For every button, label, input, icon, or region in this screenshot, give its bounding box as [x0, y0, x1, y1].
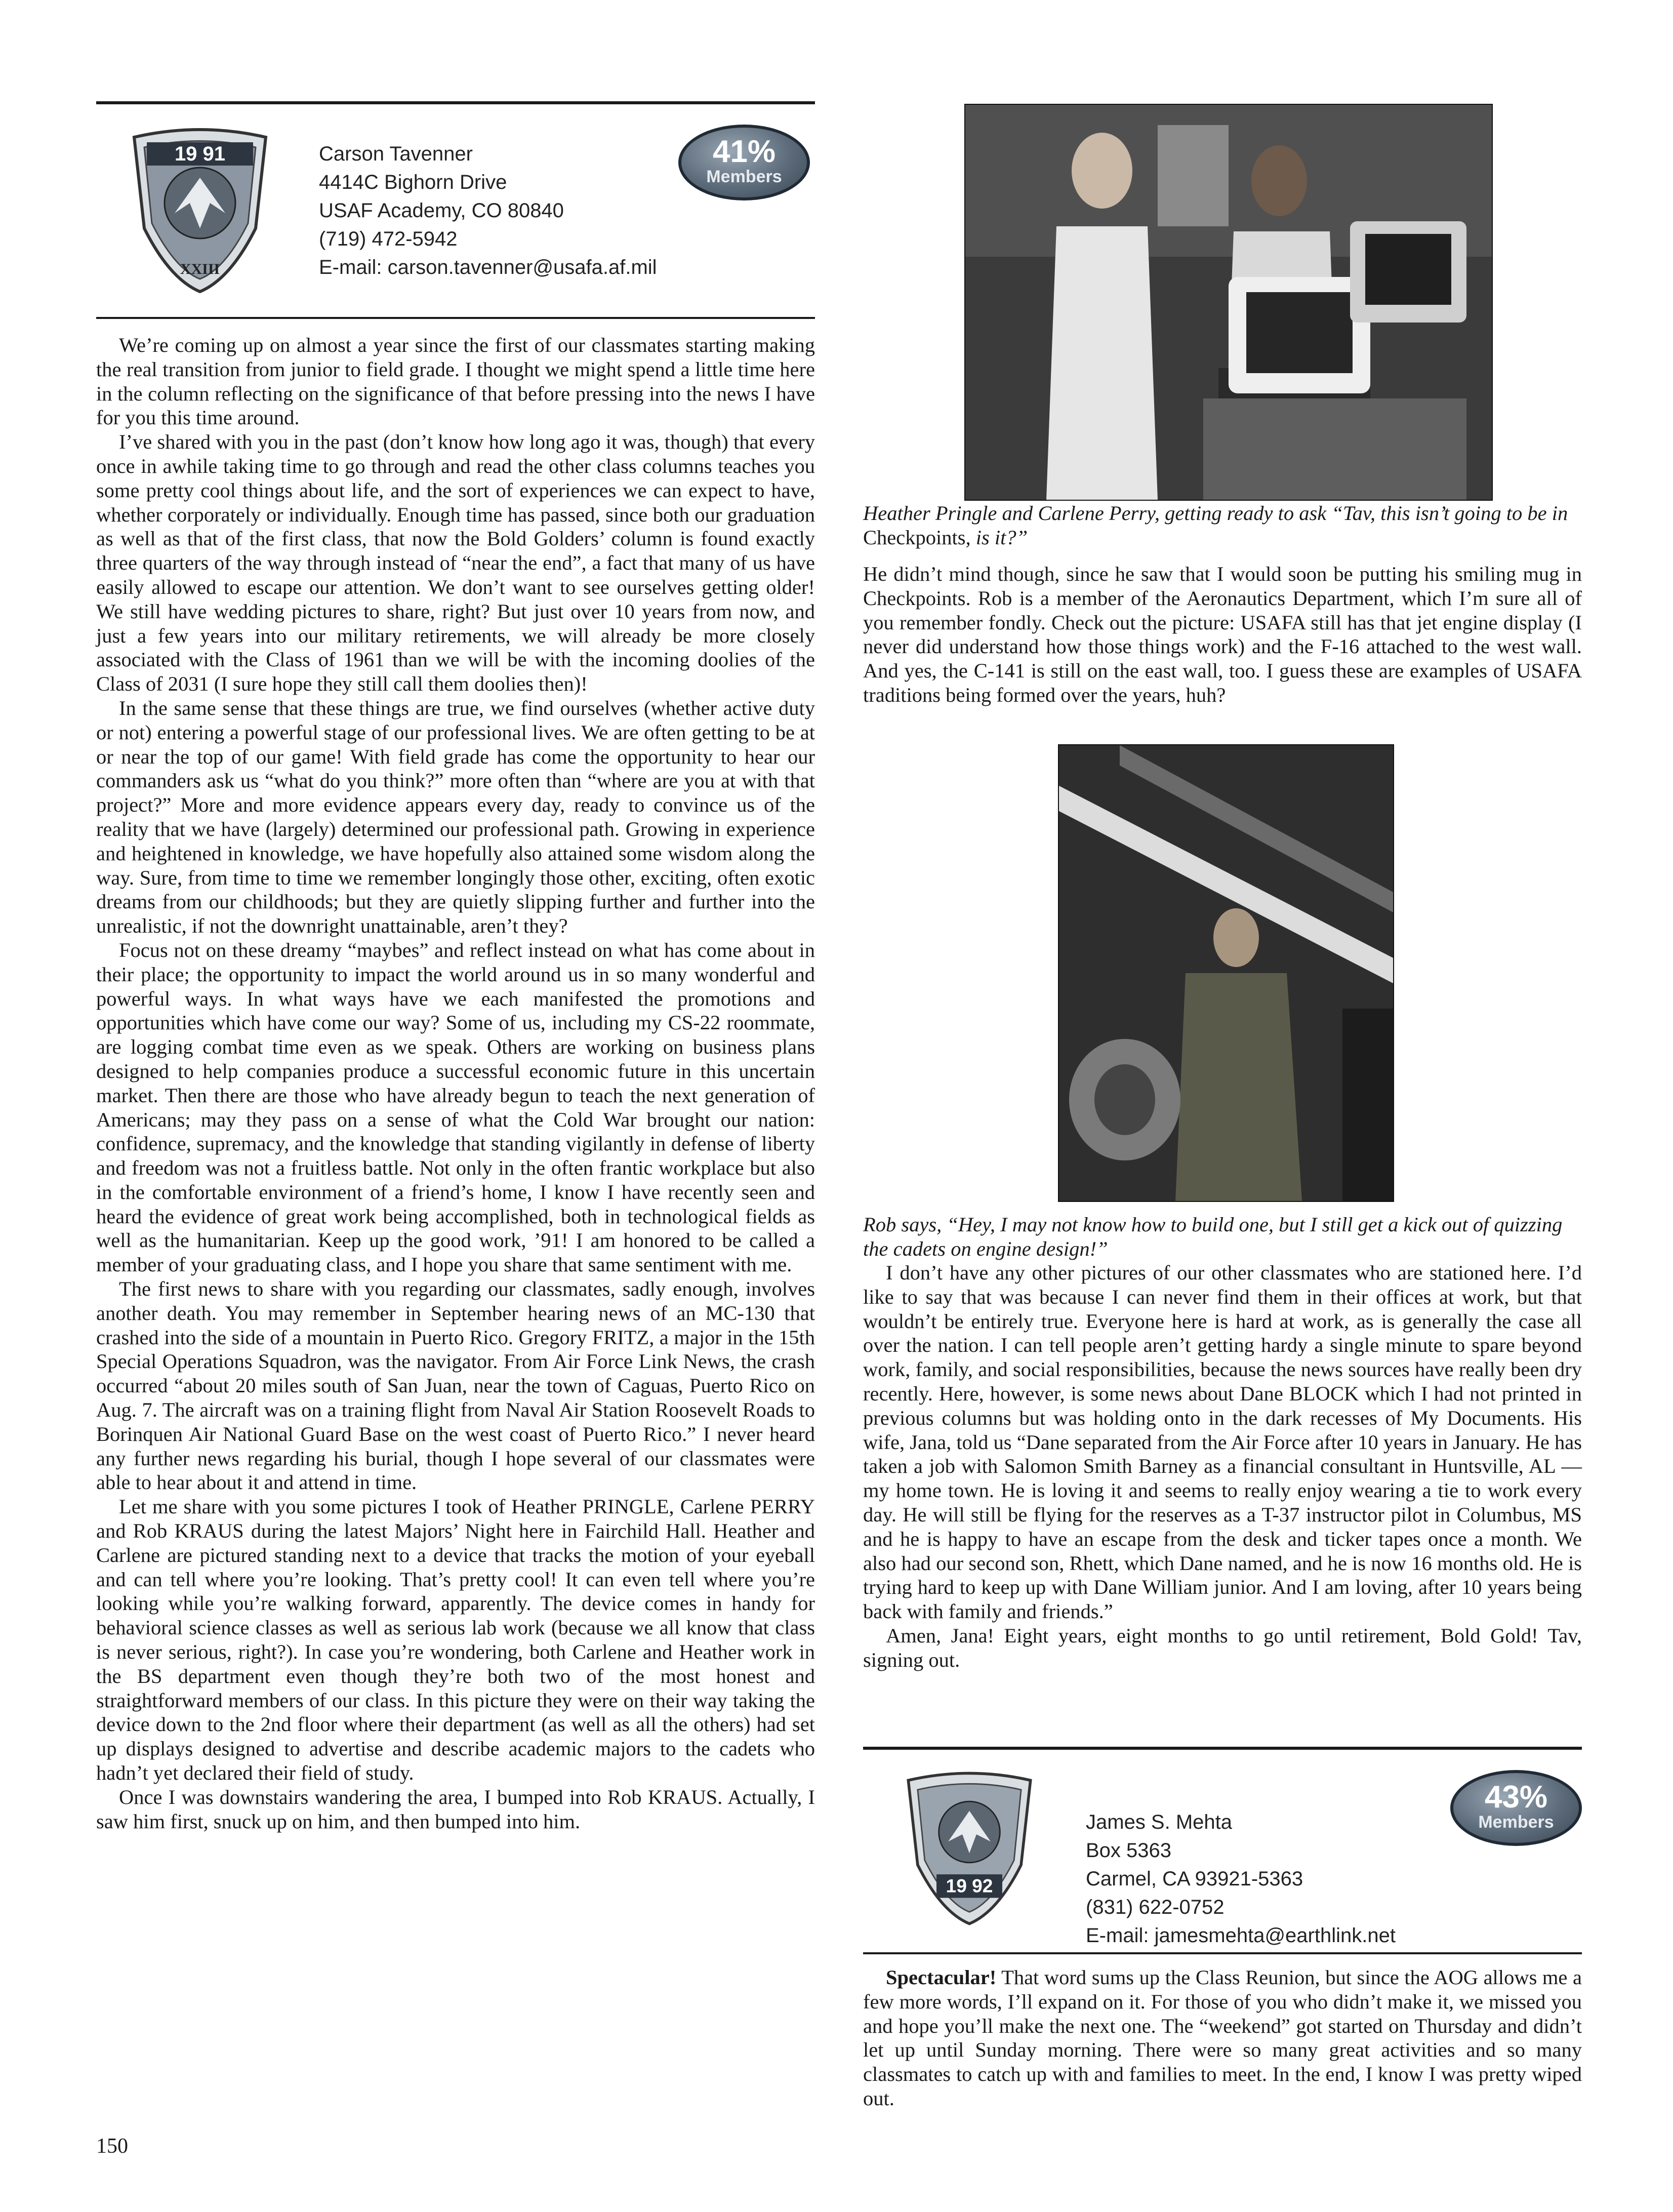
- class-1992-header: [863, 1750, 1582, 1952]
- photo-rob-kraus: [1058, 744, 1394, 1202]
- left-column: [96, 101, 815, 1833]
- crest-year-text: 19 91: [174, 143, 226, 165]
- paragraph: He didn’t mind though, since he saw that I would soon be putting his smiling mug in Checkpoints. Rob is a member of the Aeronautics Department, which I’m sure all of you remember fondly. Check out the picture: USAFA still has that jet engine display (I never did understand how those things work) and the F-16 attached to the west wall. And yes, the C-141 is still on the east wall, too. I guess these are examples of USAFA traditions being formed over the years, huh?: [863, 562, 1582, 706]
- membership-badge-1992: [1450, 1770, 1582, 1846]
- photo-caption-2: Rob says, “Hey, I may not know how to build one, but I still get a kick out of quizzing the cadets on engine design!”: [863, 1213, 1563, 1260]
- membership-label: Members: [706, 167, 782, 186]
- class-1992-crest-icon: [904, 1770, 1035, 1927]
- column-1991-body: [96, 333, 815, 1833]
- scribe-address-line2: Carmel, CA 93921-5363: [1086, 1868, 1303, 1890]
- scribe-phone: (719) 472-5942: [319, 228, 458, 250]
- scribe-address-line2: USAF Academy, CO 80840: [319, 199, 564, 222]
- paragraph: Focus not on these dreamy “maybes” and reflect instead on what has come about in their place; the opportunity to impact the world around us in so many wonderful and powerful ways. In what ways have we each manifested the promotions and opportunities which have come our way? Some of us, including my CS-22 roommate, are logging combat time even as we speak. Others are working on business plans designed to help companies produce a successful economic future in this uncertain market. Then there are those who have already begun to teach the next generation of Americans; may they pass on a sense of what the Cold War brought our nation: confidence, supremacy, and the knowledge that standing vigilantly in defense of liberty and freedom was not a fruitless battle. Not only in the often frantic workplace but also in the comfortable environment of a friend’s home, I know I have recently seen and heard the evidence of great work being accomplished, both in technological fields as well as the humanitarian. Keep up the good work, ’91! I am honored to be called a member of your graduating class, and I hope you share that same sentiment with me.: [96, 938, 815, 1276]
- lead-word: Spectacular!: [886, 1966, 997, 1989]
- paragraph: I don’t have any other pictures of our other classmates who are stationed here. I’d like to say that was because I can never find them in their offices at work, but that wouldn’t be entirely true. Everyone here is hard at work, as is generally the case all over the nation. I can tell people aren’t getting hardy a single minute to spare beyond work, family, and social responsibilities, because the news sources have really been dry recently. Here, however, is some news about Dane BLOCK which I had not printed in previous columns but was holding onto in the dark recesses of My Documents. His wife, Jana, told us “Dane separated from the Air Force after 10 years in January. He has taken a job with Salomon Smith Barney as a financial consultant in Huntsville, AL — my home town. He is loving it and seems to really enjoy wearing a tie to work every day. He will still be flying for the reserves as a T-37 instructor pilot in Columbus, MS and he is happy to have an escape from the desk and ticker tapes once a month. We also had our second son, Rhett, which Dane named, and he is now 16 months old. He is trying hard to keep up with Dane William junior. And I am loving, after 10 years being back with family and friends.”: [863, 1261, 1582, 1623]
- paragraph: We’re coming up on almost a year since the first of our classmates starting making the real transition from junior to field grade. I thought we might spend a little time here in the column reflecting on the significance of that before pressing into the news I have for you this time around.: [96, 334, 815, 429]
- scribe-name: Carson Tavenner: [319, 143, 473, 165]
- photo-pringle-perry-image: [965, 105, 1492, 500]
- membership-label: Members: [1478, 1813, 1554, 1832]
- paragraph: I’ve shared with you in the past (don’t know how long ago it was, though) that every once in awhile taking time to go through and read the other class columns teaches you some pretty cool things about life, and the sort of experiences we can expect to have, whether corporately or individually. Enough time has passed, since both our graduation as well as that of the first class, that now the Bold Golders’ column is found exactly three quarters of the way through instead of “near the end”, a fact that many of us have easily allowed to escape our attention. We don’t want to see ourselves getting older! We still have wedding pictures to share, right? But just over 10 years from now, and just a few years into our military retirements, we will already be more closely associated with the Class of 1961 than we will be with the incoming doolies of the Class of 2031 (I sure hope they still call them doolies then)!: [96, 430, 815, 696]
- class-1991-crest-icon: [129, 127, 271, 294]
- scribe-phone: (831) 622-0752: [1086, 1896, 1225, 1918]
- caption-checkpoints-title: Checkpoints: [863, 526, 966, 549]
- page-number: 150: [96, 2135, 128, 2158]
- scribe-email: E-mail: carson.tavenner@usafa.af.mil: [319, 256, 657, 278]
- paragraph: Spectacular! That word sums up the Class Reunion, but since the AOG allows me a few more words, I’ll expand on it. For those of you who didn’t make it, we missed you and hope you’ll make the next one. The “weekend” got started on Thursday and didn’t let up until Sunday morning. There were so many great activities and so many classmates to catch up with and families to meet. In the end, I know I was pretty wiped out.: [863, 1966, 1582, 2110]
- crest-roman-text: XXIII: [180, 261, 220, 277]
- membership-percent: 43%: [1484, 1780, 1548, 1815]
- class-1992-contact: [1086, 1808, 1396, 1950]
- membership-badge-1991: [678, 125, 810, 200]
- column-1992-body: [863, 1965, 1582, 2111]
- photo-rob-kraus-image: [1059, 745, 1393, 1201]
- column-1991-body-continued: [863, 562, 1582, 707]
- paragraph: The first news to share with you regarding our classmates, sadly enough, involves another death. You may remember in September hearing news of an MC-130 that crashed into the side of a mountain in Puerto Rico. Gregory FRITZ, a major in the 15th Special Operations Squadron, was the navigator. From Air Force Link News, the crash occurred “about 20 miles south of San Juan, near the town of Caguas, Puerto Rico on Aug. 7. The aircraft was on a training flight from Naval Air Station Roosevelt Roads to Borinquen Air National Guard Base on the west coast of Puerto Rico.” I never heard any further news regarding his burial, though I hope several of our classmates were able to hear about it and attend in time.: [96, 1277, 815, 1494]
- class-1992-header-bottom-rule: [863, 1952, 1582, 1954]
- class-1991-contact: [319, 140, 657, 281]
- header-bottom-rule: [96, 317, 815, 319]
- class-1991-header: [96, 104, 815, 317]
- column-1991-body-end: [863, 1261, 1582, 1672]
- paragraph: In the same sense that these things are true, we find ourselves (whether active duty or not) entering a powerful stage of our professional lives. We are often getting to be at or near the top of our game! With field grade has come the opportunity to hear our commanders ask us “what do you think?” more often than “where are you at with that project?” More and more evidence appears every day, ready to convince us of the reality that we have (largely) determined our professional path. Growing in experience and heightened in knowledge, we have hopefully also attained some wisdom along the way. Sure, from time to time we remember longingly those other, exciting, often exotic dreams from our childhoods; but they are quietly slipping further and further into the unrealistic, if not the downright unattainable, aren’t they?: [96, 696, 815, 938]
- membership-percent: 41%: [712, 134, 776, 169]
- scribe-address-line1: Box 5363: [1086, 1839, 1172, 1862]
- photo-caption-1: Heather Pringle and Carlene Perry, getting ready to ask “Tav, this isn’t going to be in Checkpoints, is it?”: [863, 502, 1568, 549]
- paragraph: Once I was downstairs wandering the area, I bumped into Rob KRAUS. Actually, I saw him first, snuck up on him, and then bumped into him.: [96, 1785, 815, 1833]
- crest-year-text: 19 92: [946, 1875, 993, 1897]
- scribe-address-line1: 4414C Bighorn Drive: [319, 171, 507, 193]
- scribe-email: E-mail: jamesmehta@earthlink.net: [1086, 1924, 1396, 1947]
- scribe-name: James S. Mehta: [1086, 1811, 1233, 1833]
- photo-pringle-perry: [964, 104, 1493, 501]
- paragraph: Let me share with you some pictures I took of Heather PRINGLE, Carlene PERRY and Rob KRAUS during the latest Majors’ Night here in Fairchild Hall. Heather and Carlene are pictured standing next to a device that tracks the motion of your eyeball and can tell where you’re looking. That’s pretty cool! It can even tell where you’re looking while you’re walking forward, apparently. The device comes in handy for behavioral science classes as well as serious lab work (because we all know that class is never serious, right?). In case you’re wondering, both Carlene and Heather work in the BS department even though they’re both two of the most honest and straightforward members of our class. In this picture they were on their way taking the device down to the 2nd floor where their department (as well as all the others) had set up displays designed to advertise and describe academic majors to the cadets who hadn’t yet declared their field of study.: [96, 1495, 815, 1785]
- paragraph: Amen, Jana! Eight years, eight months to go until retirement, Bold Gold! Tav, signing out.: [863, 1624, 1582, 1671]
- class-1992-section: [863, 1747, 1582, 2111]
